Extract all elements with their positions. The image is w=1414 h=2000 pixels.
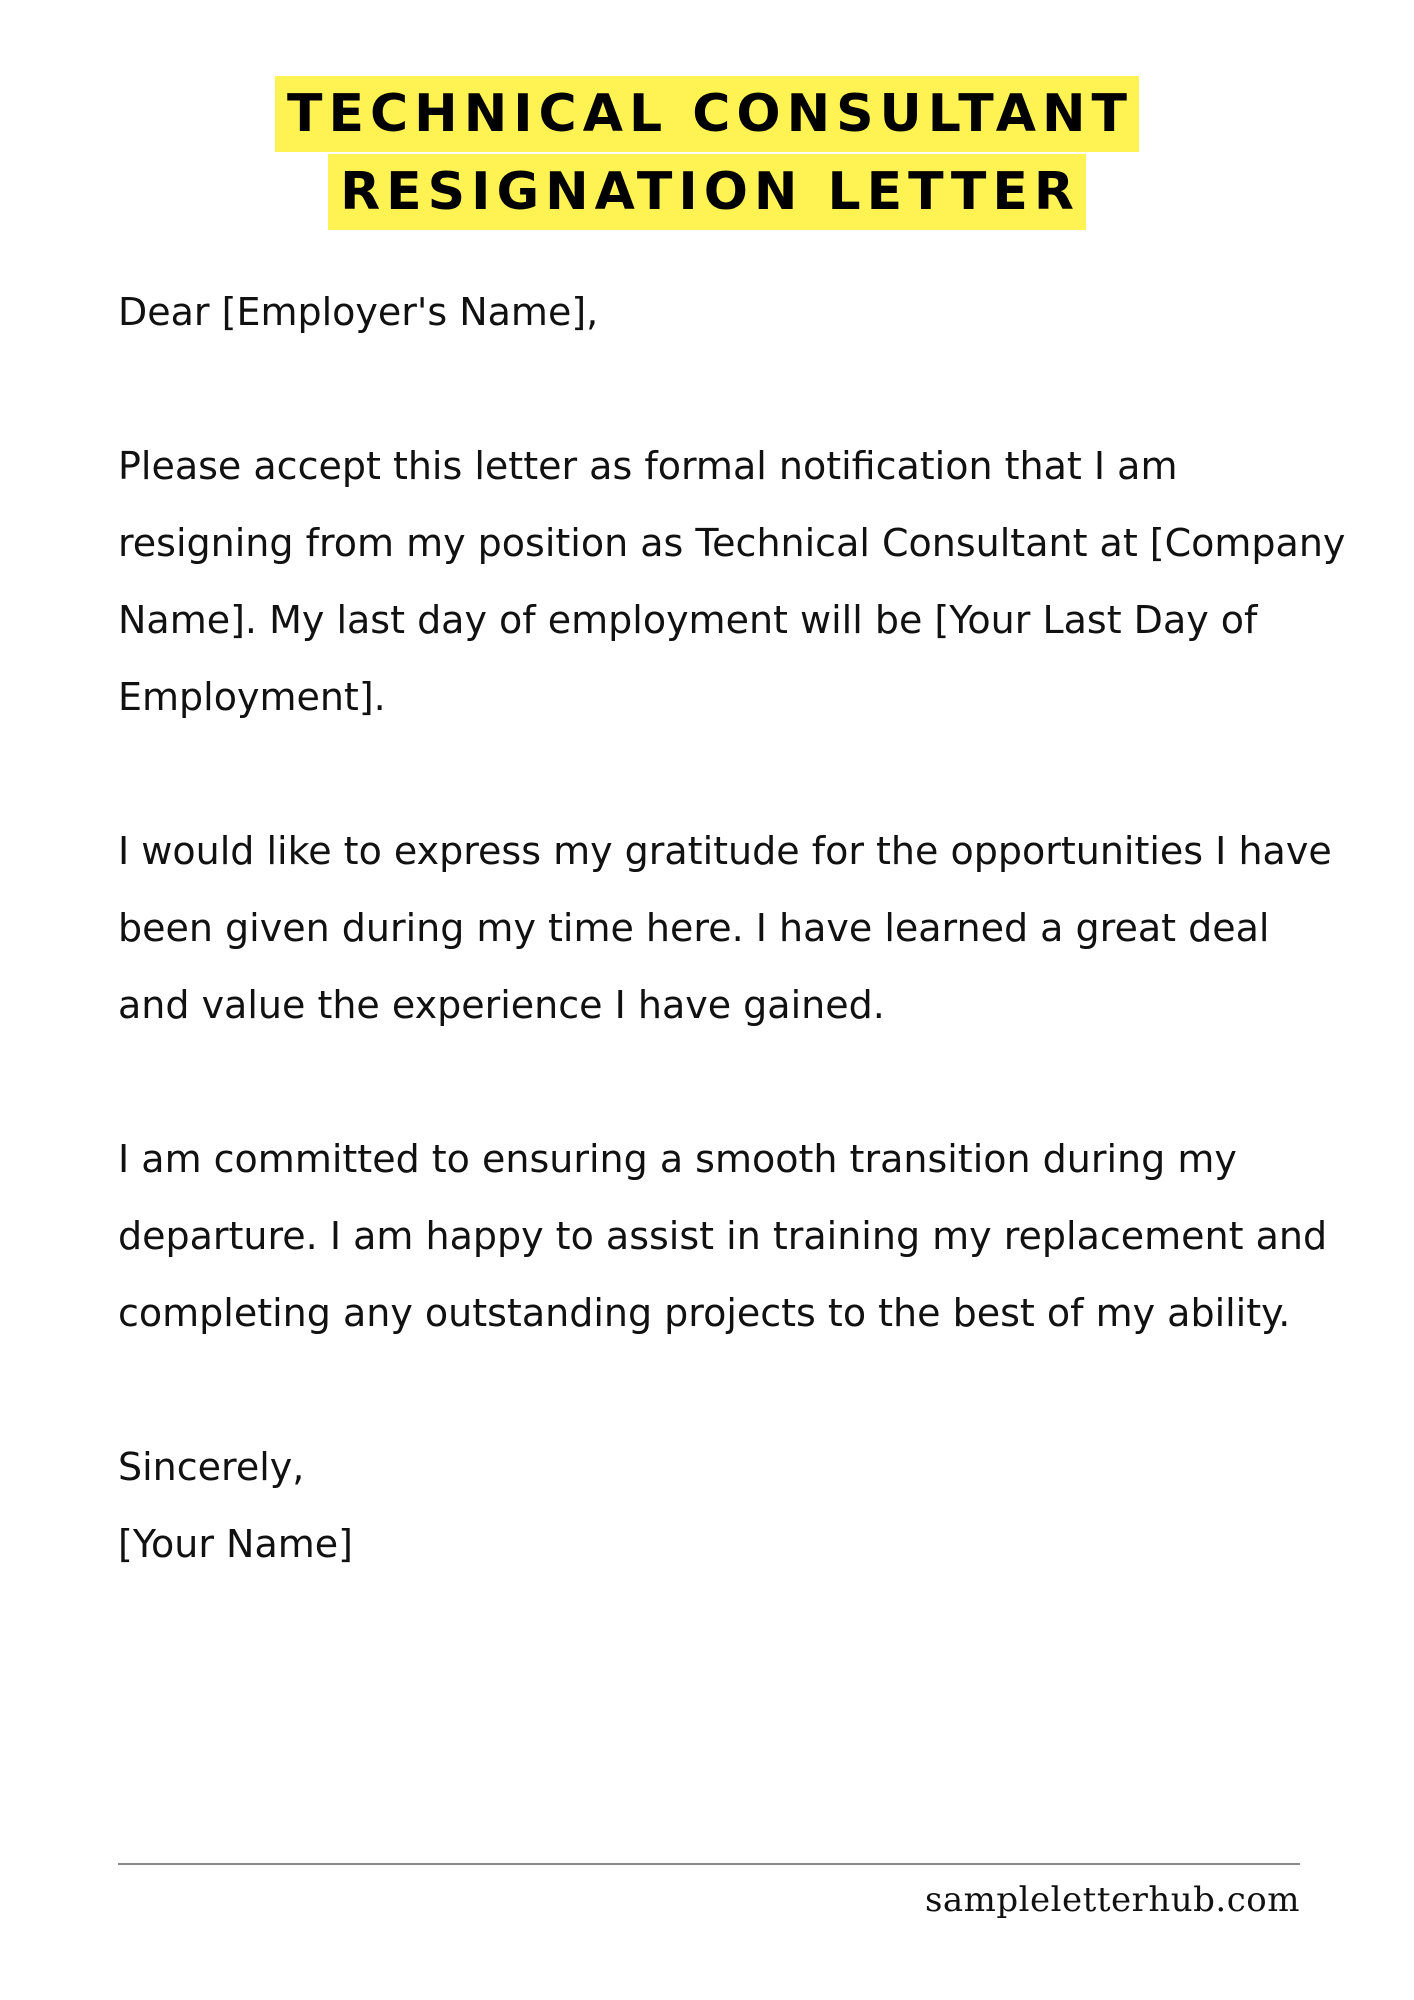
title-line-1: TECHNICAL CONSULTANT xyxy=(275,76,1139,152)
closing: Sincerely, xyxy=(118,1445,305,1489)
paragraph-transition: I am committed to ensuring a smooth transition during my departure. I am happy to assist in training my replacement and completing any outstanding projects to the best of my ability. xyxy=(118,1137,1328,1335)
footer-website: sampleletterhub.com xyxy=(924,1880,1300,1920)
signature-name: [Your Name] xyxy=(118,1522,353,1566)
paragraph-gratitude: I would like to express my gratitude for the opportunities I have been given during my time here. I have learned a great deal and value the experience I have gained. xyxy=(118,829,1332,1027)
title-line-2: RESIGNATION LETTER xyxy=(328,154,1086,230)
letter-body xyxy=(118,274,1348,1583)
footer-divider xyxy=(118,1863,1300,1865)
salutation: Dear [Employer's Name], xyxy=(118,290,599,334)
paragraph-notification: Please accept this letter as formal notification that I am resigning from my position as Technical Consultant at [Company Name]. My last day of employment will be [Your Last Day of Employment]. xyxy=(118,444,1346,719)
page-title xyxy=(0,76,1414,232)
